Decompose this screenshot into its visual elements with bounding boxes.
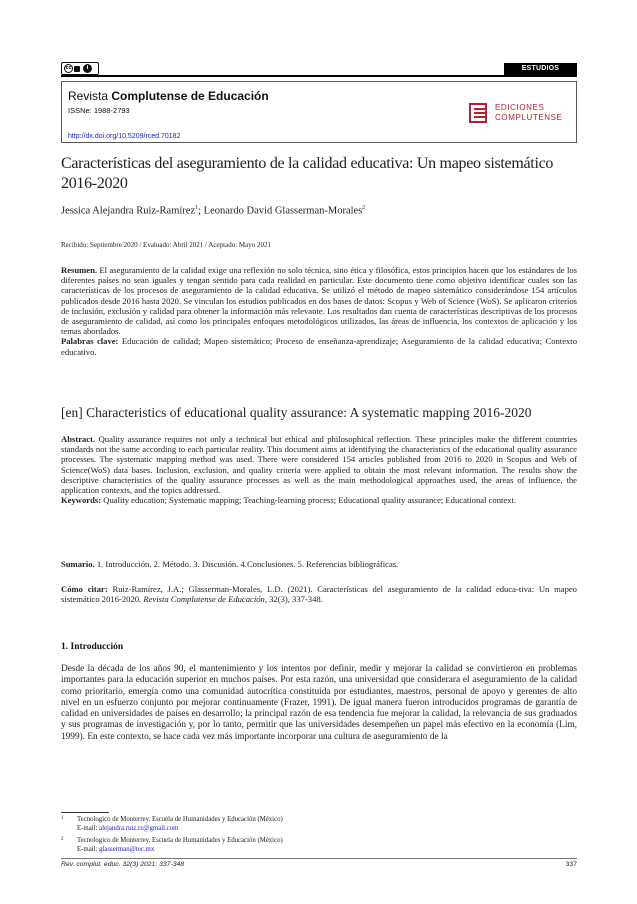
authors	[61, 205, 365, 217]
ediciones-complutense-logo-icon	[469, 103, 487, 123]
sumario-text: 1. Introducción. 2. Método. 3. Discusión. 4.Conclusiones. 5. Referencias bibliográficas.	[94, 559, 399, 569]
resumen-label: Resumen.	[61, 265, 98, 275]
footnote-2-num: 2	[61, 837, 64, 842]
sumario	[61, 559, 577, 569]
english-title: [en] Characteristics of educational quality assurance: A systematic mapping 2016-2020	[61, 405, 532, 420]
keywords-label: Keywords:	[61, 495, 102, 506]
page-number: 337	[565, 861, 577, 868]
dates: Recibido: Septiembre 2020 / Evaluado: Abril 2021 / Aceptado: Mayo 2021	[61, 241, 271, 249]
publisher-line2: COMPLUTENSE	[495, 113, 563, 122]
author-1: Jessica Alejandra Ruiz-Ramírez	[61, 205, 196, 217]
doi-link[interactable]: http://dx.doi.org/10.5209/rced.70182	[68, 133, 181, 140]
palabras-clave-text: Educación de calidad; Mapeo sistemático; Proceso de enseñanza-aprendizaje; Aseguramiento de la calidad educativa; Contexto educativo.	[61, 336, 577, 357]
footnote-2-affil: Tecnologico de Monterrey, Escuela de Humanidades y Educación (México)	[77, 837, 283, 844]
abstract-label: Abstract.	[61, 434, 96, 444]
footnote-1	[61, 815, 577, 833]
author-2: Leonardo David Glasserman-Morales	[203, 205, 363, 217]
footer-citation: Rev. complut. educ. 32(3) 2021: 337-348	[61, 861, 185, 868]
footnote-1-affil: Tecnologico de Monterrey, Escuela de Humanidades y Educación (México)	[77, 816, 283, 823]
citar-label: Cómo citar:	[61, 584, 108, 594]
abstract-en	[61, 434, 577, 505]
person-icon	[74, 66, 80, 72]
abstract-es	[61, 265, 577, 357]
cc-icon: cc	[65, 65, 72, 71]
by-icon: i	[83, 64, 92, 73]
intro-paragraph: Desde la década de los años 90, el mantenimiento y los intentos por definir, medir y mejorar la calidad se convirtieron en problemas importantes para la educación superior en muchos países. Por esta razón, una universidad que considerara el aseguramiento de la calidad como prioritario, emergía como una comunidad autocrítica constituida por estudiantes, maestros, personal de apoyo y gerentes de alto nivel en un esfuerzo conjunto por mejorar continuamente (Frazer, 1991). De igual manera fueron introducidos programas de garantía de calidad en universidades de países en desarrollo; la principal razón de esa tendencia fue mejorar la calidad, la relevancia de sus graduados y sus programas de investigación y, por lo tanto, permitir que las universidades desempeñen un papel más efectivo en la economía (Lim, 1999). En este contexto, se hace cada vez más importante incorporar una cultura de aseguramiento de la	[61, 664, 577, 742]
journal-name-prefix: Revista	[68, 89, 112, 103]
citar-tail: 32(3), 337-348.	[266, 594, 323, 605]
footnote-1-email-line	[77, 824, 577, 833]
palabras-clave-label: Palabras clave:	[61, 336, 119, 347]
sumario-label: Sumario.	[61, 559, 95, 569]
footnote-2-email-label: E-mail:	[77, 846, 100, 853]
author-1-sup: 1	[195, 205, 199, 211]
footnote-1-email-label: E-mail:	[77, 825, 100, 832]
author-separator: ;	[198, 205, 204, 217]
journal-name-bold: Complutense de Educación	[111, 89, 269, 103]
citar-text: Ruiz-Ramírez, J.A.; Glasserman-Morales, L.D. (2021). Características del aseguramiento de la calidad educa-tiva: Un mapeo sistemático 2016-2020.	[61, 584, 577, 605]
issn: ISSNe: 1988-2793	[68, 106, 130, 115]
footnote-1-email[interactable]: alejandra.ruiz.rz@gmail.com	[99, 825, 179, 832]
footnote-rule	[61, 812, 109, 813]
intro-heading: 1. Introducción	[61, 642, 124, 652]
keywords-text: Quality education; Systematic mapping; Teaching-learning process; Educational quality assurance; Educational context.	[101, 495, 517, 506]
footer-rule	[61, 858, 577, 859]
publisher-line1: EDICIONES	[495, 103, 545, 112]
abstract-text: Quality assurance requires not only a technical but ethical and philosophical reflection. These principles make the different countries standards not the same according to each particular reality. This document aims at identifying the characteristics of the educational quality assurance processes. The systematic mapping method was used. There were considered 154 articles published from 2016 to 2020 in Scopus and Web of Science(WoS) data bases. Inclusion, exclusion, and quality criteria were applied to obtain the most relevant information. The results show the descriptive characteristics of the quality assurance processes as well as the main methodological approaches used, the areas of influence, the application contexts, and the topics addressed.	[61, 434, 577, 496]
footnote-2-email-line	[77, 845, 577, 854]
creative-commons-by-icon[interactable]	[61, 62, 99, 75]
section-tag: ESTUDIOS	[504, 63, 577, 75]
footnote-2	[61, 836, 577, 854]
author-2-sup: 2	[362, 205, 366, 211]
footnote-2-email[interactable]: glasserman@tec.mx	[99, 846, 155, 853]
citar-journal: Revista Complutense de Educación,	[143, 594, 267, 605]
como-citar	[61, 584, 577, 604]
resumen-text: El aseguramiento de la calidad exige una reflexión no solo técnica, sino ética y filosófica, estos principios hacen que los estándares de los diferentes países no sean iguales y tengan sentido para cada realidad en particular. Este documento tiene como objetivo identificar cuales son las características de los procesos de aseguramiento de la calidad educativa. Se utilizó el método de mapeo sistemático considerándose 154 artículos publicados desde 2016 hasta 2020. Se vinculan los estudios publicados en dos bases de datos: Scopus y Web of Science (WoS). Se aplicaron criterios de inclusión, exclusión y calidad para obtener la información más relevante. Los resultados dan cuenta de características descriptivas de los procesos de aseguramiento de calidad, así como los principales enfoques metodológicos utilizados, las áreas de influencia, los contextos de aplicación y los temas abordados.	[61, 265, 577, 337]
footnote-1-num: 1	[61, 816, 64, 821]
publisher-name	[495, 103, 563, 123]
top-rule	[61, 75, 577, 77]
journal-name	[68, 89, 269, 103]
article-title: Características del aseguramiento de la calidad educativa: Un mapeo sistemático 2016-2020	[61, 155, 554, 192]
